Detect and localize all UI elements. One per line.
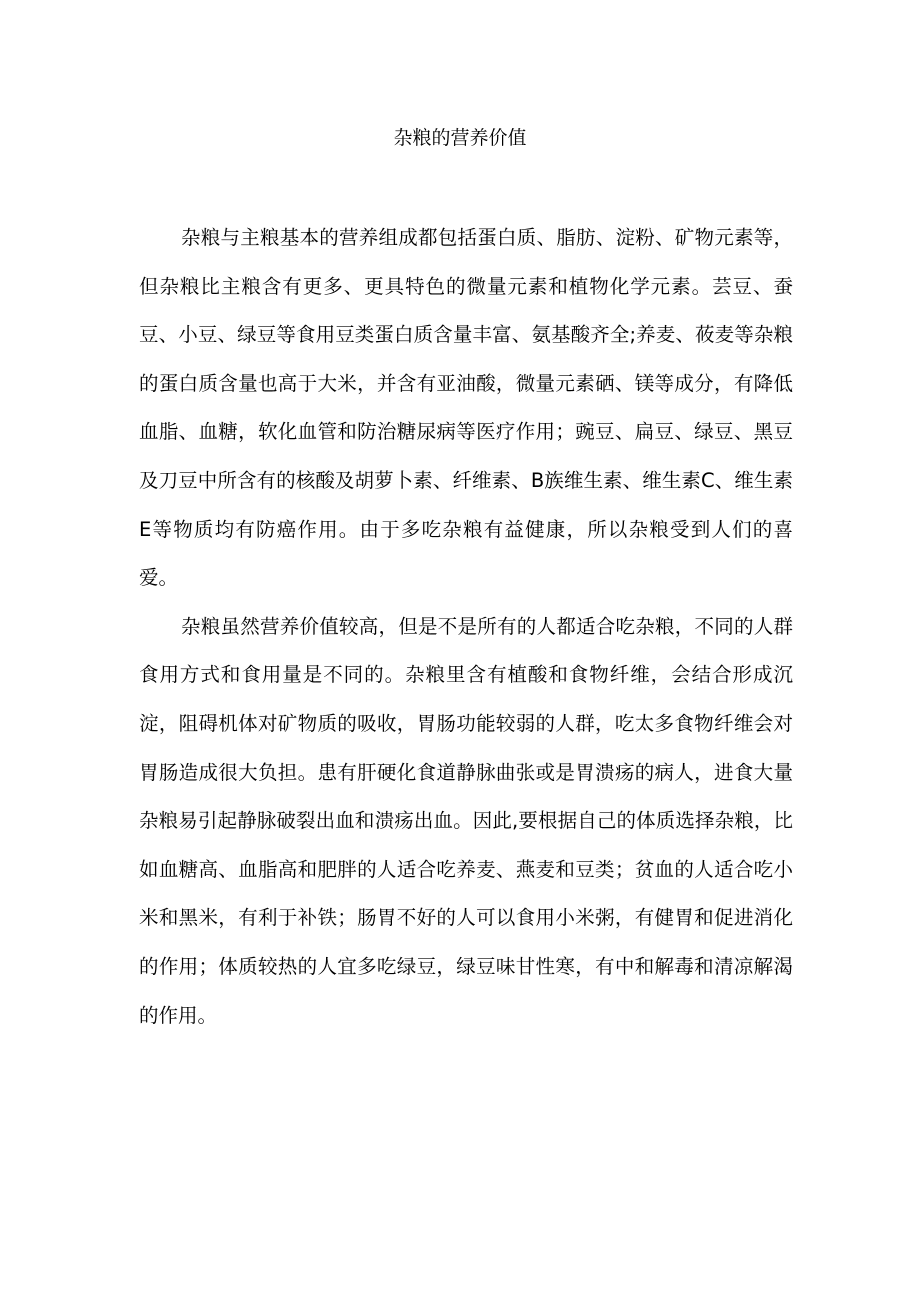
- paragraph-nutrition: 杂粮与主粮基本的营养组成都包括蛋白质、脂肪、淀粉、矿物元素等，但杂粮比主粮含有更多、更具特色的微量元素和植物化学元素。芸豆、蚕豆、小豆、绿豆等食用豆类蛋白质含量丰富、氨基酸齐全;养麦、莜麦等杂粮的蛋白质含量也高于大米，并含有亚油酸，微量元素硒、镁等成分，有降低血脂、血糖，软化血管和防治糖尿病等医疗作用；豌豆、扁豆、绿豆、黑豆及刀豆中所含有的核酸及胡萝卜素、纤维素、B族维生素、维生素C、维生素E等物质均有防癌作用。由于多吃杂粮有益健康，所以杂粮受到人们的喜爱。: [139, 226, 793, 590]
- document-title: 杂粮的营养价值: [393, 127, 527, 149]
- paragraph-suitability: 杂粮虽然营养价值较高，但是不是所有的人都适合吃杂粮，不同的人群食用方式和食用量是不同的。杂粮里含有植酸和食物纤维，会结合形成沉淀，阻碍机体对矿物质的吸收，胃肠功能较弱的人群，吃太多食物纤维会对胃肠造成很大负担。患有肝硬化食道静脉曲张或是胃溃疡的病人，进食大量杂粮易引起静脉破裂出血和溃疡出血。因此,要根据自己的体质选择杂粮，比如血糖高、血脂高和肥胖的人适合吃养麦、燕麦和豆类；贫血的人适合吃小米和黑米，有利于补铁；肠胃不好的人可以食用小米粥，有健胃和促进消化的作用；体质较热的人宜多吃绿豆，绿豆味甘性寒，有中和解毒和清凉解渴的作用。: [139, 614, 793, 1027]
- document-body: [139, 214, 793, 1040]
